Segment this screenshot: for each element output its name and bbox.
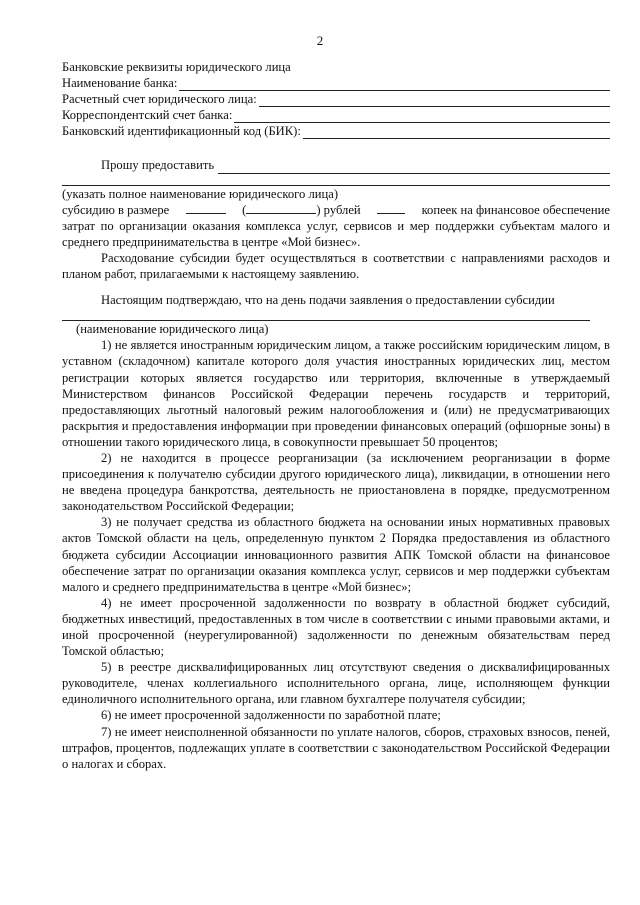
spacer bbox=[62, 139, 610, 157]
kopecks-field[interactable] bbox=[377, 202, 405, 214]
condition-item: 3) не получает средства из областного бюджета на основании иных нормативных правовых актов Томской области на цель, определенную пунктом 2 Порядка предоставления из областного бюджета субсидии Ассоциации инновационного развития АПК Томской области на финансовое обеспечение затрат по организации оказания комплекса услуг, сервисов и мер поддержки субъектам малого и среднего предпринимательства в центре «Мой бизнес»; bbox=[62, 515, 610, 594]
bik-label: Банковский идентификационный код (БИК): bbox=[62, 124, 301, 139]
account-row bbox=[62, 91, 610, 107]
condition-item: 5) в реестре дисквалифицированных лиц отсутствуют сведения о дисквалифицированных руководителе, членах коллегиального исполнительного органа, лице, исполняющем функции единоличного исполнительного органа, или главном бухгалтере получателя субсидии; bbox=[62, 660, 610, 707]
bik-field[interactable] bbox=[303, 126, 610, 139]
bank-name-label: Наименование банка: bbox=[62, 76, 178, 91]
request-lead: Прошу предоставить bbox=[101, 158, 215, 173]
bik-row bbox=[62, 123, 610, 139]
document-body bbox=[62, 59, 610, 772]
amount-number-field[interactable] bbox=[186, 202, 226, 214]
confirm-caption: (наименование юридического лица) bbox=[76, 322, 269, 337]
request-section bbox=[62, 157, 610, 282]
recipient-name-field[interactable] bbox=[218, 161, 610, 174]
bank-details bbox=[62, 59, 610, 139]
bank-details-heading: Банковские реквизиты юридического лица bbox=[62, 60, 291, 74]
confirm-lead: Настоящим подтверждаю, что на день подачи заявления о предоставлении субсидии bbox=[101, 293, 555, 308]
amount-rubles-label: ) рублей bbox=[316, 202, 361, 217]
amount-label: субсидию в размере bbox=[62, 202, 170, 217]
amount-open-paren: ( ) рублей bbox=[242, 202, 361, 217]
kopecks-label: копеек на финансовое обеспечение bbox=[421, 202, 610, 217]
condition-item: 4) не имеет просроченной задолженности по возврату в областной бюджет субсидий, бюджетных инвестиций, предоставленных в том числе в соответствии с иными правовыми актами, и иной просроченной (неурегулированной) задолженности по денежным обязательствам перед Томской областью; bbox=[62, 595, 610, 659]
recipient-hint: (указать полное наименование юридического лица) bbox=[62, 186, 339, 201]
corr-account-field[interactable] bbox=[234, 110, 610, 123]
page-number: 2 bbox=[316, 33, 324, 48]
request-row bbox=[62, 157, 610, 173]
conditions-list bbox=[62, 337, 610, 772]
condition-item: 7) не имеет неисполненной обязанности по уплате налогов, сборов, страховых взносов, пеней, штрафов, процентов, подлежащих уплате в соответствии с законодательством Российской Федерации о налогах и сборах. bbox=[62, 724, 610, 771]
amount-words-field[interactable] bbox=[246, 202, 316, 214]
bank-heading-row bbox=[62, 59, 610, 75]
condition-item: 1) не является иностранным юридическим лицом, а также российским юридическим лицом, в уставном (складочном) капитале которого доля участия иностранных юридических лиц, местом регистрации которых является государство или территория, включенные в утверждаемый Министерством финансов Российской Федерации перечень государств и территорий, предоставляющих льготный налоговый режим налогообложения и (или) не предусматривающих раскрытия и предоставления информации при проведении финансовых операций (офшорные зоны) в отношении такого юридического лица, в совокупности превышает 50 процентов; bbox=[62, 338, 610, 449]
corr-account-row bbox=[62, 107, 610, 123]
account-label: Расчетный счет юридического лица: bbox=[62, 92, 257, 107]
bank-name-field[interactable] bbox=[179, 78, 610, 91]
account-field[interactable] bbox=[259, 94, 610, 107]
confirm-section bbox=[62, 292, 610, 337]
amount-line bbox=[62, 202, 610, 218]
expenses-text: Расходование субсидии будет осуществляться в соответствии с направлениями расходов и планом работ, прилагаемыми к настоящему заявлению. bbox=[62, 250, 610, 282]
purpose-text: затрат по организации оказания комплекса услуг, сервисов и мер поддержки субъектам малого и среднего предпринимательства в центре «Мой бизнес». bbox=[62, 218, 610, 249]
spacer bbox=[62, 282, 610, 292]
bank-name-row bbox=[62, 75, 610, 91]
condition-item: 2) не находится в процессе реорганизации (за исключением реорганизации в форме присоединения к получателю субсидии другого юридического лица), ликвидации, в отношении него не введена процедура банкротства, деятельность не приостановлена в порядке, предусмотренном законодательством Российской Федерации; bbox=[62, 450, 610, 514]
condition-item: 6) не имеет просроченной задолженности по заработной плате; bbox=[101, 708, 441, 723]
corr-account-label: Корреспондентский счет банка: bbox=[62, 108, 233, 123]
